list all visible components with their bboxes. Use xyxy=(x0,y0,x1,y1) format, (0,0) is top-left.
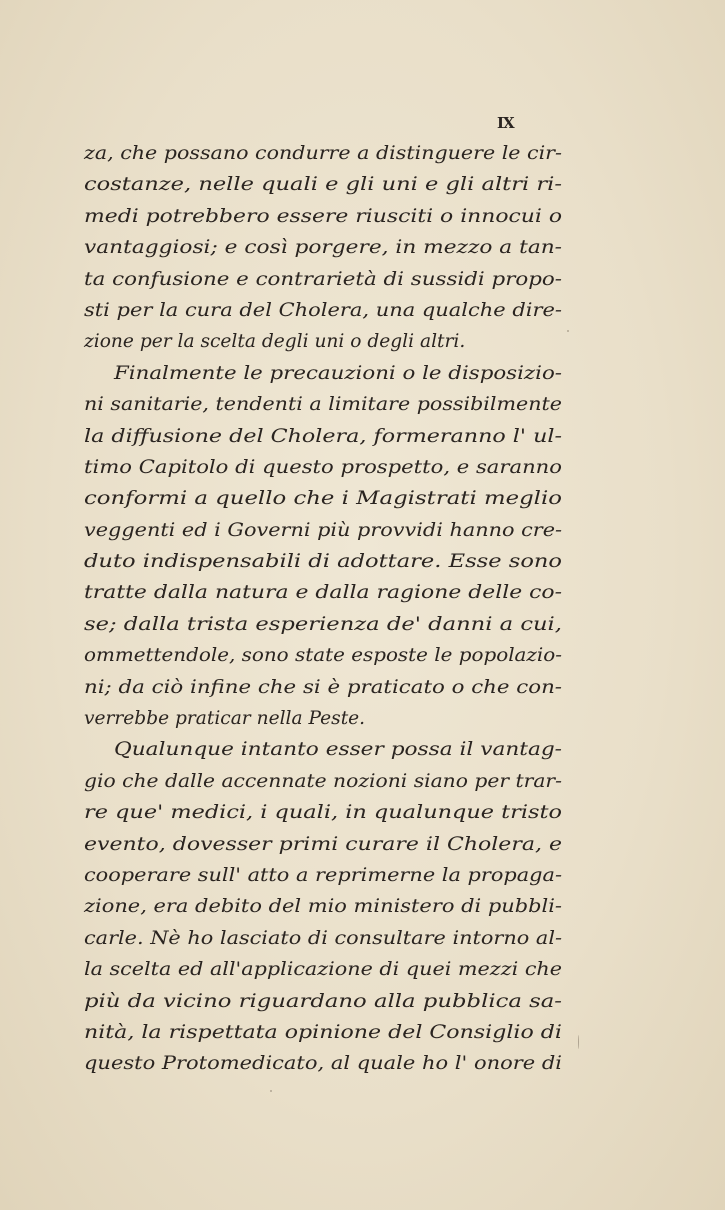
text-line xyxy=(84,452,562,483)
text-line xyxy=(84,891,562,922)
text-line xyxy=(84,201,562,232)
text-line-content: cooperare sull' atto a reprimerne la propaga- xyxy=(84,864,562,886)
text-line xyxy=(84,546,562,577)
text-line-content: più da vicino riguardano alla pubblica sa- xyxy=(84,990,562,1012)
text-line-content: ommettendole, sono state esposte le popolazio- xyxy=(84,645,563,667)
text-line xyxy=(84,954,562,985)
paper-mark xyxy=(578,1035,579,1049)
page-number: IX xyxy=(497,114,514,132)
text-line-content: medi potrebbero essere riusciti o innocui o xyxy=(84,205,563,227)
text-line-content: zione per la scelta degli uni o degli altri. xyxy=(84,331,466,353)
text-line xyxy=(84,860,562,891)
text-line xyxy=(84,923,562,954)
text-line-content: tratte dalla natura e dalla ragione delle co- xyxy=(84,582,563,604)
text-line-content: duto indispensabili di adottare. Esse sono xyxy=(84,551,562,573)
text-line xyxy=(84,766,562,797)
text-line xyxy=(84,1048,562,1079)
text-line-content: Finalmente le precauzioni o le disposizio- xyxy=(114,362,562,384)
text-line-content: veggenti ed i Governi più provvidi hanno cre- xyxy=(84,519,563,541)
text-line-content: conformi a quello che i Magistrati meglio xyxy=(84,488,562,510)
text-line-content: za, che possano condurre a distinguere le cir- xyxy=(84,143,563,164)
text-line-content: ta confusione e contrarietà di sussidi propo- xyxy=(84,268,563,290)
text-line-content: carle. Nè ho lasciato di consultare intorno al- xyxy=(84,927,563,949)
text-line xyxy=(84,986,562,1017)
text-line xyxy=(84,734,562,765)
text-line xyxy=(84,421,562,452)
text-line xyxy=(84,138,562,169)
text-line-content: sti per la cura del Cholera, una qualche dire- xyxy=(84,299,562,321)
text-line-content: Qualunque intanto esser possa il vantag- xyxy=(114,739,562,761)
text-line-content: costanze, nelle quali e gli uni e gli altri ri- xyxy=(84,174,562,196)
text-line xyxy=(84,295,562,326)
text-line-content: ni sanitarie, tendenti a limitare possibilmente xyxy=(84,394,563,416)
paper-speck xyxy=(567,330,569,332)
text-line xyxy=(84,1017,562,1048)
text-line xyxy=(84,797,562,828)
text-line-content: evento, dovesser primi curare il Cholera, e xyxy=(84,833,562,855)
paper-speck xyxy=(270,1090,272,1092)
text-line-content: zione, era debito del mio ministero di pubbli- xyxy=(84,896,562,918)
text-line xyxy=(84,483,562,514)
text-line xyxy=(84,609,562,640)
text-line-content: vantaggiosi; e così porgere, in mezzo a tan- xyxy=(84,237,563,259)
text-line-content: re que' medici, i quali, in qualunque tristo xyxy=(84,802,562,824)
text-line xyxy=(84,326,562,357)
text-line xyxy=(84,264,562,295)
text-line-content: gio che dalle accennate nozioni siano per trar- xyxy=(84,770,562,792)
text-line-content: ni; da ciò infine che si è praticato o che con- xyxy=(84,676,563,698)
text-line xyxy=(84,169,562,200)
text-line xyxy=(84,703,562,734)
text-line-content: questo Protomedicato, al quale ho l' onore di xyxy=(84,1053,562,1075)
text-line xyxy=(84,672,562,703)
text-line xyxy=(84,389,562,420)
text-line xyxy=(84,232,562,263)
text-line xyxy=(84,358,562,389)
text-line xyxy=(84,640,562,671)
text-line-content: verrebbe praticar nella Peste. xyxy=(84,708,366,730)
text-line-content: timo Capitolo di questo prospetto, e saranno xyxy=(84,456,563,478)
text-line-content: la scelta ed all'applicazione di quei mezzi che xyxy=(84,959,562,981)
text-line-content: se; dalla trista esperienza de' danni a cui, xyxy=(84,613,562,635)
text-line-content: la diffusione del Cholera, formeranno l' ul- xyxy=(84,425,562,447)
text-block xyxy=(84,138,562,1080)
text-line xyxy=(84,515,562,546)
text-line-content: nità, la rispettata opinione del Consiglio di xyxy=(84,1021,562,1043)
text-line xyxy=(84,829,562,860)
text-line xyxy=(84,577,562,608)
